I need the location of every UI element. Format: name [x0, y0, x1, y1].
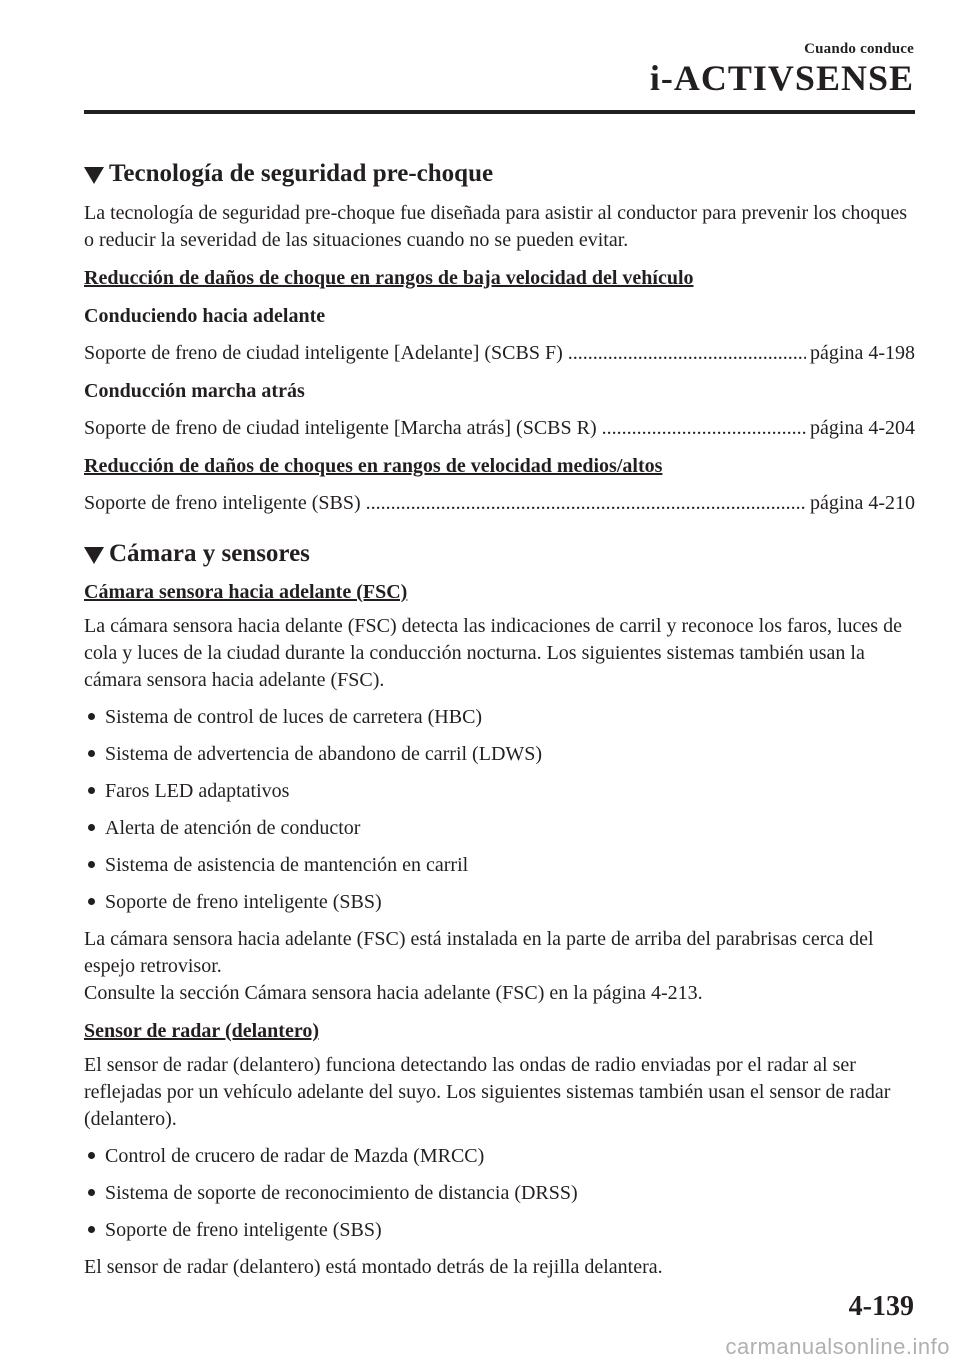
bullet-icon	[88, 713, 95, 720]
toc-row-scbs-r[interactable]	[84, 415, 915, 442]
intro-paragraph: La tecnología de seguridad pre-choque fue diseñada para asistir al conductor para prevenir los choques o reducir la severidad de las situaciones cuando no se pueden evitar.	[84, 202, 907, 251]
subheading-mid-high-speed: Reducción de daños de choques en rangos de velocidad medios/altos	[84, 455, 663, 477]
list-item: Sistema de advertencia de abandono de carril (LDWS)	[84, 741, 915, 768]
subheading-radar: Sensor de radar (delantero)	[84, 1020, 319, 1042]
section-heading-text: Tecnología de seguridad pre-choque	[109, 160, 494, 187]
toc-row-sbs[interactable]	[84, 490, 915, 517]
section-heading-camera-sensors	[84, 535, 915, 573]
bullet-icon	[88, 787, 95, 794]
toc-page-ref[interactable]: página 4-204	[810, 417, 915, 439]
list-item: Alerta de atención de conductor	[84, 815, 915, 842]
bullet-icon	[88, 1189, 95, 1196]
list-item: Sistema de asistencia de mantención en carril	[84, 852, 915, 879]
fsc-paragraph: La cámara sensora hacia delante (FSC) detecta las indicaciones de carril y reconoce los faros, luces de cola y luces de la ciudad durante la conducción nocturna. Los siguientes sistemas también usan la cámara sensora hacia adelante (FSC).	[84, 615, 902, 691]
bullet-icon	[88, 1226, 95, 1233]
list-item: Faros LED adaptativos	[84, 778, 915, 805]
section-title: i-ACTIVSENSE	[649, 58, 914, 98]
toc-item-label: Soporte de freno de ciudad inteligente [Adelante] (SCBS F) .....	[84, 340, 806, 367]
fsc-reference-paragraph: Consulte la sección Cámara sensora hacia adelante (FSC) en la página 4-213.	[84, 982, 703, 1004]
subheading-fsc: Cámara sensora hacia adelante (FSC)	[84, 581, 408, 603]
header-divider	[84, 110, 915, 114]
radar-system-list	[84, 1143, 915, 1244]
chapter-label: Cuando conduce	[804, 41, 914, 57]
bullet-icon	[88, 861, 95, 868]
page-number: 4-139	[848, 1291, 914, 1322]
list-item: Control de crucero de radar de Mazda (MRCC)	[84, 1143, 915, 1170]
section-heading-pre-crash	[84, 155, 915, 193]
list-item: Sistema de control de luces de carretera (HBC)	[84, 704, 915, 731]
list-item: Soporte de freno inteligente (SBS)	[84, 889, 915, 916]
section-heading-text: Cámara y sensores	[109, 540, 310, 567]
list-item: Soporte de freno inteligente (SBS)	[84, 1217, 915, 1244]
triangle-down-icon	[84, 547, 104, 564]
watermark: carmanualsonline.info	[725, 1334, 950, 1359]
heading-reverse: Conducción marcha atrás	[84, 380, 305, 402]
fsc-system-list	[84, 704, 915, 916]
toc-item-label: Soporte de freno de ciudad inteligente [Marcha atrás] (SCBS R) .....	[84, 415, 806, 442]
radar-paragraph: El sensor de radar (delantero) funciona detectando las ondas de radio enviadas por el radar al ser reflejadas por un vehículo adelante del suyo. Los siguientes sistemas también usan el sensor de radar (delantero).	[84, 1054, 891, 1130]
radar-location-paragraph: El sensor de radar (delantero) está montado detrás de la rejilla delantera.	[84, 1256, 663, 1278]
toc-page-ref[interactable]: página 4-210	[810, 492, 915, 514]
subheading-low-speed: Reducción de daños de choque en rangos de baja velocidad del vehículo	[84, 267, 694, 289]
bullet-icon	[88, 750, 95, 757]
bullet-icon	[88, 824, 95, 831]
triangle-down-icon	[84, 167, 104, 184]
heading-forward: Conduciendo hacia adelante	[84, 305, 326, 327]
bullet-icon	[88, 898, 95, 905]
toc-page-ref[interactable]: página 4-198	[810, 342, 915, 364]
main-content	[84, 155, 915, 1281]
list-item: Sistema de soporte de reconocimiento de distancia (DRSS)	[84, 1180, 915, 1207]
fsc-location-paragraph: La cámara sensora hacia adelante (FSC) está instalada en la parte de arriba del parabrisas cerca del espejo retrovisor.	[84, 928, 874, 977]
bullet-icon	[88, 1152, 95, 1159]
toc-row-scbs-f[interactable]	[84, 340, 915, 367]
toc-item-label: Soporte de freno inteligente (SBS) .....	[84, 490, 806, 517]
